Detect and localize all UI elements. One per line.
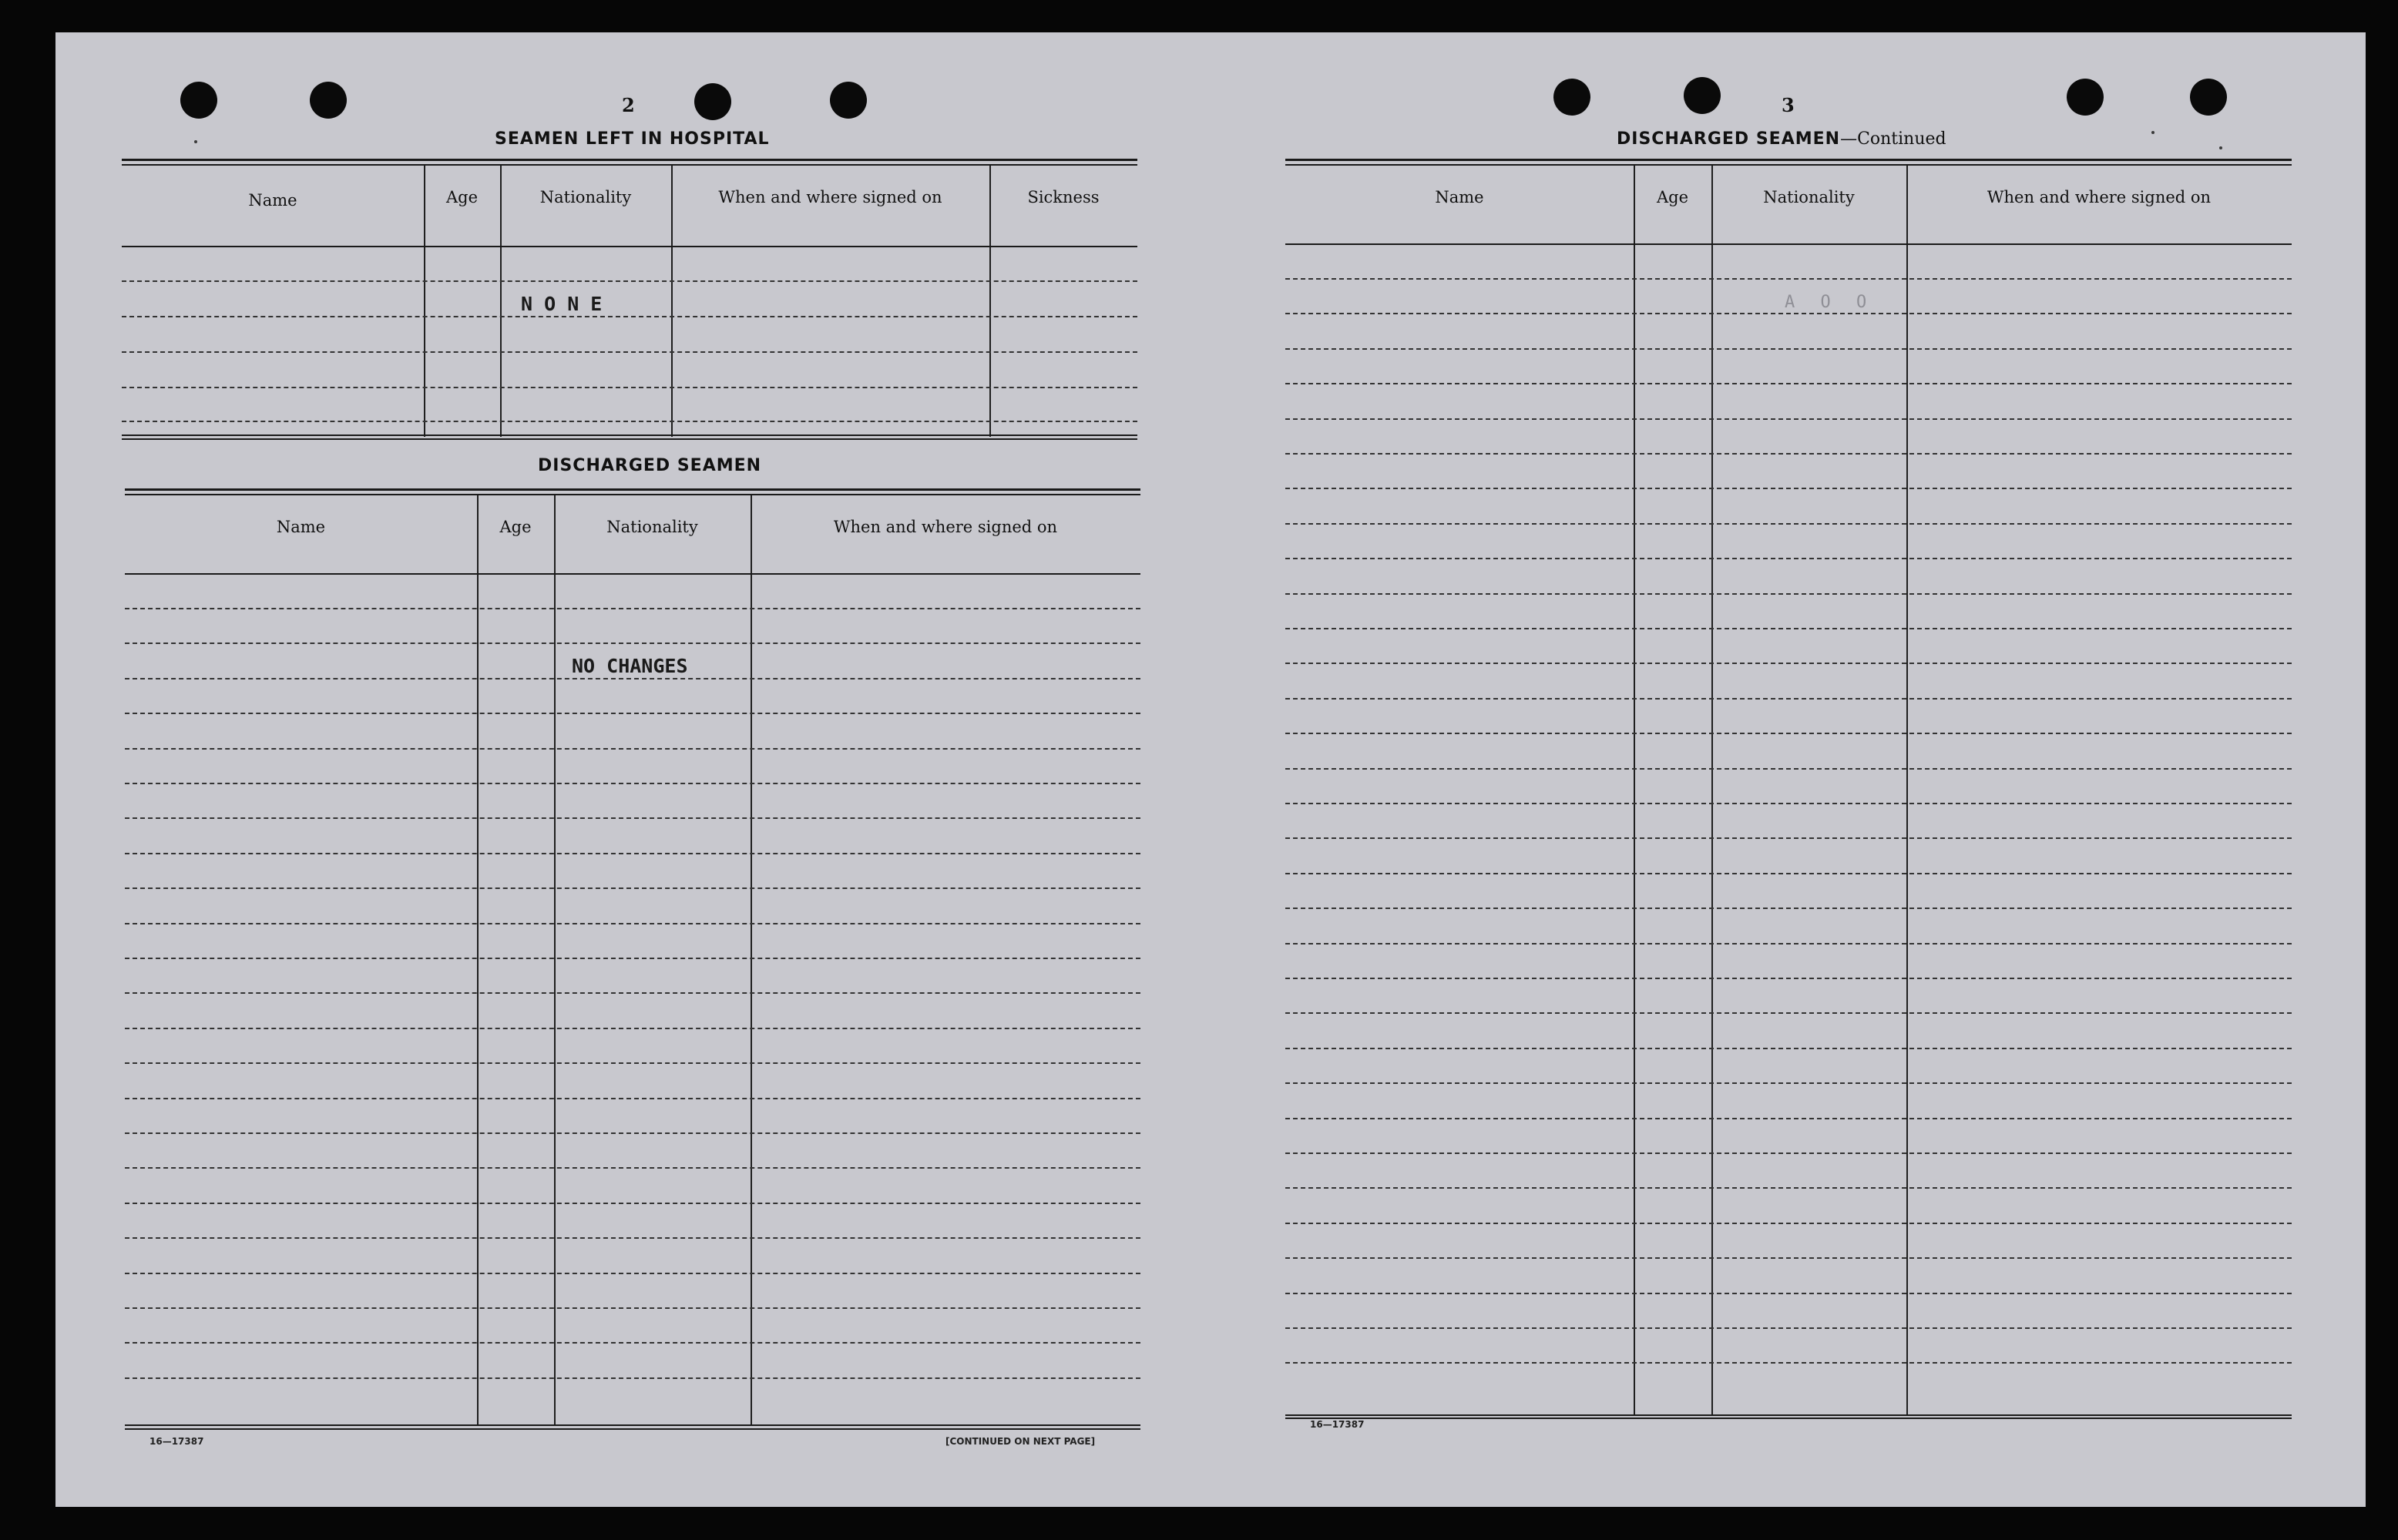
table-top-rule [122,159,1137,161]
row-line [1285,943,2292,944]
column-divider [751,495,752,1426]
header-rule [122,246,1137,247]
column-divider [477,495,479,1426]
column-header-age: Age [445,188,479,206]
row-line [125,853,1140,854]
row-line [122,421,1137,422]
row-line [1285,453,2292,455]
row-line [1285,1293,2292,1294]
row-line [1285,1362,2292,1364]
row-line [1285,873,2292,874]
column-header-age: Age [499,518,532,536]
row-line [125,678,1140,679]
discharged-table [125,488,1140,1430]
table-top-rule [1285,164,2292,166]
row-line [1285,488,2292,489]
punch-hole [2190,79,2227,116]
hospital-table [122,159,1137,440]
row-line [1285,593,2292,595]
page-number: 3 [1782,94,1795,116]
row-line [1285,978,2292,979]
column-header-nationality: Nationality [1763,188,1855,206]
table-bottom-rule [1285,1414,2292,1416]
row-line [125,1237,1140,1239]
punch-hole [694,83,731,120]
section-title-discharged-continued [1617,129,1946,149]
row-line [125,608,1140,609]
row-line [125,643,1140,644]
row-line [125,748,1140,750]
column-header-age: Age [1656,188,1689,206]
row-line [1285,768,2292,770]
table-bottom-rule [1285,1418,2292,1419]
row-line [125,887,1140,889]
table-bottom-rule [125,1424,1140,1426]
form-number: 16—17387 [1310,1419,1365,1430]
form-number: 16—17387 [149,1436,204,1447]
typed-entry-no-changes: NO CHANGES [572,655,688,677]
speck [194,140,197,143]
table-bottom-rule [122,434,1137,436]
column-header-sickness: Sickness [1027,188,1100,206]
row-line [1285,558,2292,559]
section-title-hospital: SEAMEN LEFT IN HOSPITAL [495,129,770,149]
row-line [125,992,1140,994]
column-header-nationality: Nationality [606,518,698,536]
row-line [125,1273,1140,1274]
column-divider [1906,166,1908,1415]
row-line [125,1132,1140,1134]
table-top-rule [122,164,1137,166]
row-line [1285,1082,2292,1084]
row-line [1285,1012,2292,1014]
column-divider [1634,166,1635,1415]
title-suffix: —Continued [1840,129,1946,149]
row-line [1285,1187,2292,1189]
row-line [1285,523,2292,525]
row-line [1285,837,2292,839]
row-line [125,783,1140,784]
row-line [1285,803,2292,804]
row-line [125,958,1140,959]
column-divider [554,495,556,1426]
column-header-signed-on: When and where signed on [1987,188,2212,206]
punch-hole [180,82,217,119]
row-line [1285,1327,2292,1329]
row-line [125,1203,1140,1204]
row-line [122,280,1137,282]
row-line [1285,313,2292,314]
column-divider [1711,166,1713,1415]
speck [2151,131,2155,134]
row-line [1285,1257,2292,1259]
row-line [1285,628,2292,629]
punch-hole [1684,77,1721,114]
section-title-discharged: DISCHARGED SEAMEN [538,456,762,475]
table-top-rule [125,488,1140,491]
row-line [125,1167,1140,1169]
row-line [1285,418,2292,420]
punch-hole [830,82,867,119]
discharged-continued-table [1285,159,2292,1422]
document-sheet [55,32,2366,1507]
row-line [1285,1223,2292,1224]
row-line [125,1062,1140,1064]
column-header-signed-on: When and where signed on [833,518,1058,536]
row-line [125,1307,1140,1309]
row-line [125,1377,1140,1379]
typed-entry-none: N O N E [521,293,603,315]
row-line [125,817,1140,819]
continued-note: [CONTINUED ON NEXT PAGE] [945,1436,1096,1447]
punch-hole [1553,79,1590,116]
row-line [122,387,1137,388]
row-line [1285,1048,2292,1049]
speck [2219,146,2222,149]
table-bottom-rule [122,438,1137,440]
row-line [1285,1152,2292,1154]
row-line [1285,1118,2292,1119]
table-bottom-rule [125,1428,1140,1430]
row-line [125,1028,1140,1029]
table-top-rule [125,494,1140,495]
row-line [125,713,1140,714]
row-line [122,316,1137,317]
punch-hole [310,82,347,119]
column-header-name: Name [276,518,326,536]
row-line [1285,348,2292,350]
row-line [122,351,1137,353]
header-rule [125,573,1140,575]
table-top-rule [1285,159,2292,161]
row-line [1285,663,2292,664]
page-number: 2 [622,94,635,116]
title-text: DISCHARGED SEAMEN [1617,129,1841,149]
row-line [1285,383,2292,384]
punch-hole [2067,79,2104,116]
header-rule [1285,243,2292,245]
row-line [1285,698,2292,700]
column-header-name: Name [1435,188,1484,206]
column-header-signed-on: When and where signed on [718,188,942,206]
row-line [1285,908,2292,909]
column-header-nationality: Nationality [539,188,632,206]
row-line [125,923,1140,924]
row-line [125,1098,1140,1099]
row-line [125,1342,1140,1344]
row-line [1285,278,2292,280]
faint-bleed-mark: A O O [1785,293,1875,312]
row-line [1285,733,2292,734]
column-header-name: Name [248,191,297,210]
